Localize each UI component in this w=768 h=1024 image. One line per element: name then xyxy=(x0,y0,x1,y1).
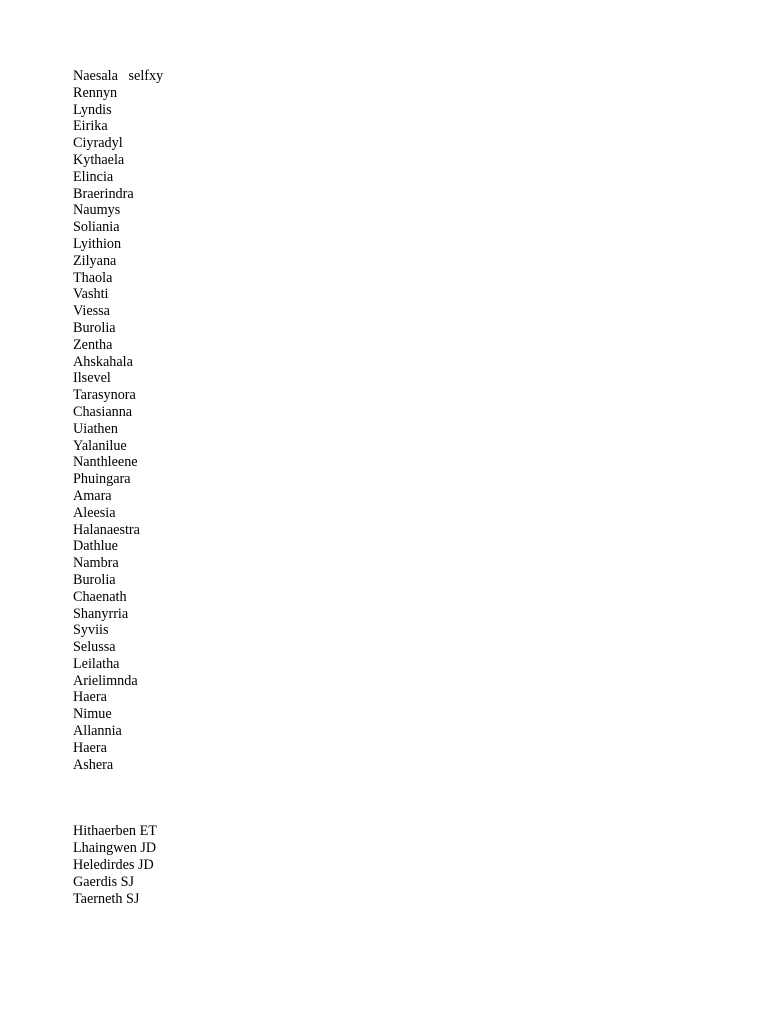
signature-item: Hithaerben ET xyxy=(73,823,157,840)
list-item: Arielimnda xyxy=(73,672,138,689)
list-item: Kythaela xyxy=(73,151,125,168)
list-item: Ashera xyxy=(73,756,114,773)
list-item: Braerindra xyxy=(73,185,134,202)
list-item: Soliania xyxy=(73,219,120,236)
list-item: Syviis xyxy=(73,622,109,639)
list-item: Leilatha xyxy=(73,655,120,672)
list-item: Aleesia xyxy=(73,504,116,521)
list-item: Allannia xyxy=(73,723,122,740)
list-item: Burolia xyxy=(73,571,116,588)
signature-item: Heledirdes JD xyxy=(73,857,154,874)
list-item: Nanthleene xyxy=(73,454,138,471)
list-item: Ilsevel xyxy=(73,370,111,387)
list-item: Viessa xyxy=(73,303,110,320)
list-item: Haera xyxy=(73,739,107,756)
list-item: Ciyradyl xyxy=(73,135,123,152)
document-page xyxy=(73,68,693,907)
list-item: Rennyn xyxy=(73,84,118,101)
list-item: Amara xyxy=(73,487,112,504)
list-item: Chasianna xyxy=(73,403,133,420)
list-item: Yalanilue xyxy=(73,437,127,454)
list-item: Lyndis xyxy=(73,101,112,118)
signature-list xyxy=(73,823,693,907)
list-item: Nimue xyxy=(73,706,112,723)
list-item: Uiathen xyxy=(73,420,118,437)
list-item: Nambra xyxy=(73,555,119,572)
list-item: Elincia xyxy=(73,168,114,185)
list-item: Selussa xyxy=(73,639,116,656)
name-list xyxy=(73,68,693,773)
list-item: Zentha xyxy=(73,336,113,353)
list-item: Dathlue xyxy=(73,538,118,555)
list-item: Zilyana xyxy=(73,252,117,269)
signature-item: Gaerdis SJ xyxy=(73,873,135,890)
list-item: Naesala selfxy xyxy=(73,68,164,84)
list-item: Lyithion xyxy=(73,235,122,252)
list-item: Eirika xyxy=(73,118,108,135)
list-item: Thaola xyxy=(73,269,113,286)
list-item: Vashti xyxy=(73,286,109,303)
list-item: Burolia xyxy=(73,319,116,336)
list-item: Chaenath xyxy=(73,588,127,605)
list-item: Ahskahala xyxy=(73,353,133,370)
list-item: Tarasynora xyxy=(73,387,136,404)
list-item: Naumys xyxy=(73,202,121,219)
list-item: Phuingara xyxy=(73,471,131,488)
list-item: Shanyrria xyxy=(73,605,129,622)
signature-item: Taerneth SJ xyxy=(73,890,140,907)
list-item: Halanaestra xyxy=(73,521,140,538)
list-item: Haera xyxy=(73,689,107,706)
signature-item: Lhaingwen JD xyxy=(73,840,157,857)
